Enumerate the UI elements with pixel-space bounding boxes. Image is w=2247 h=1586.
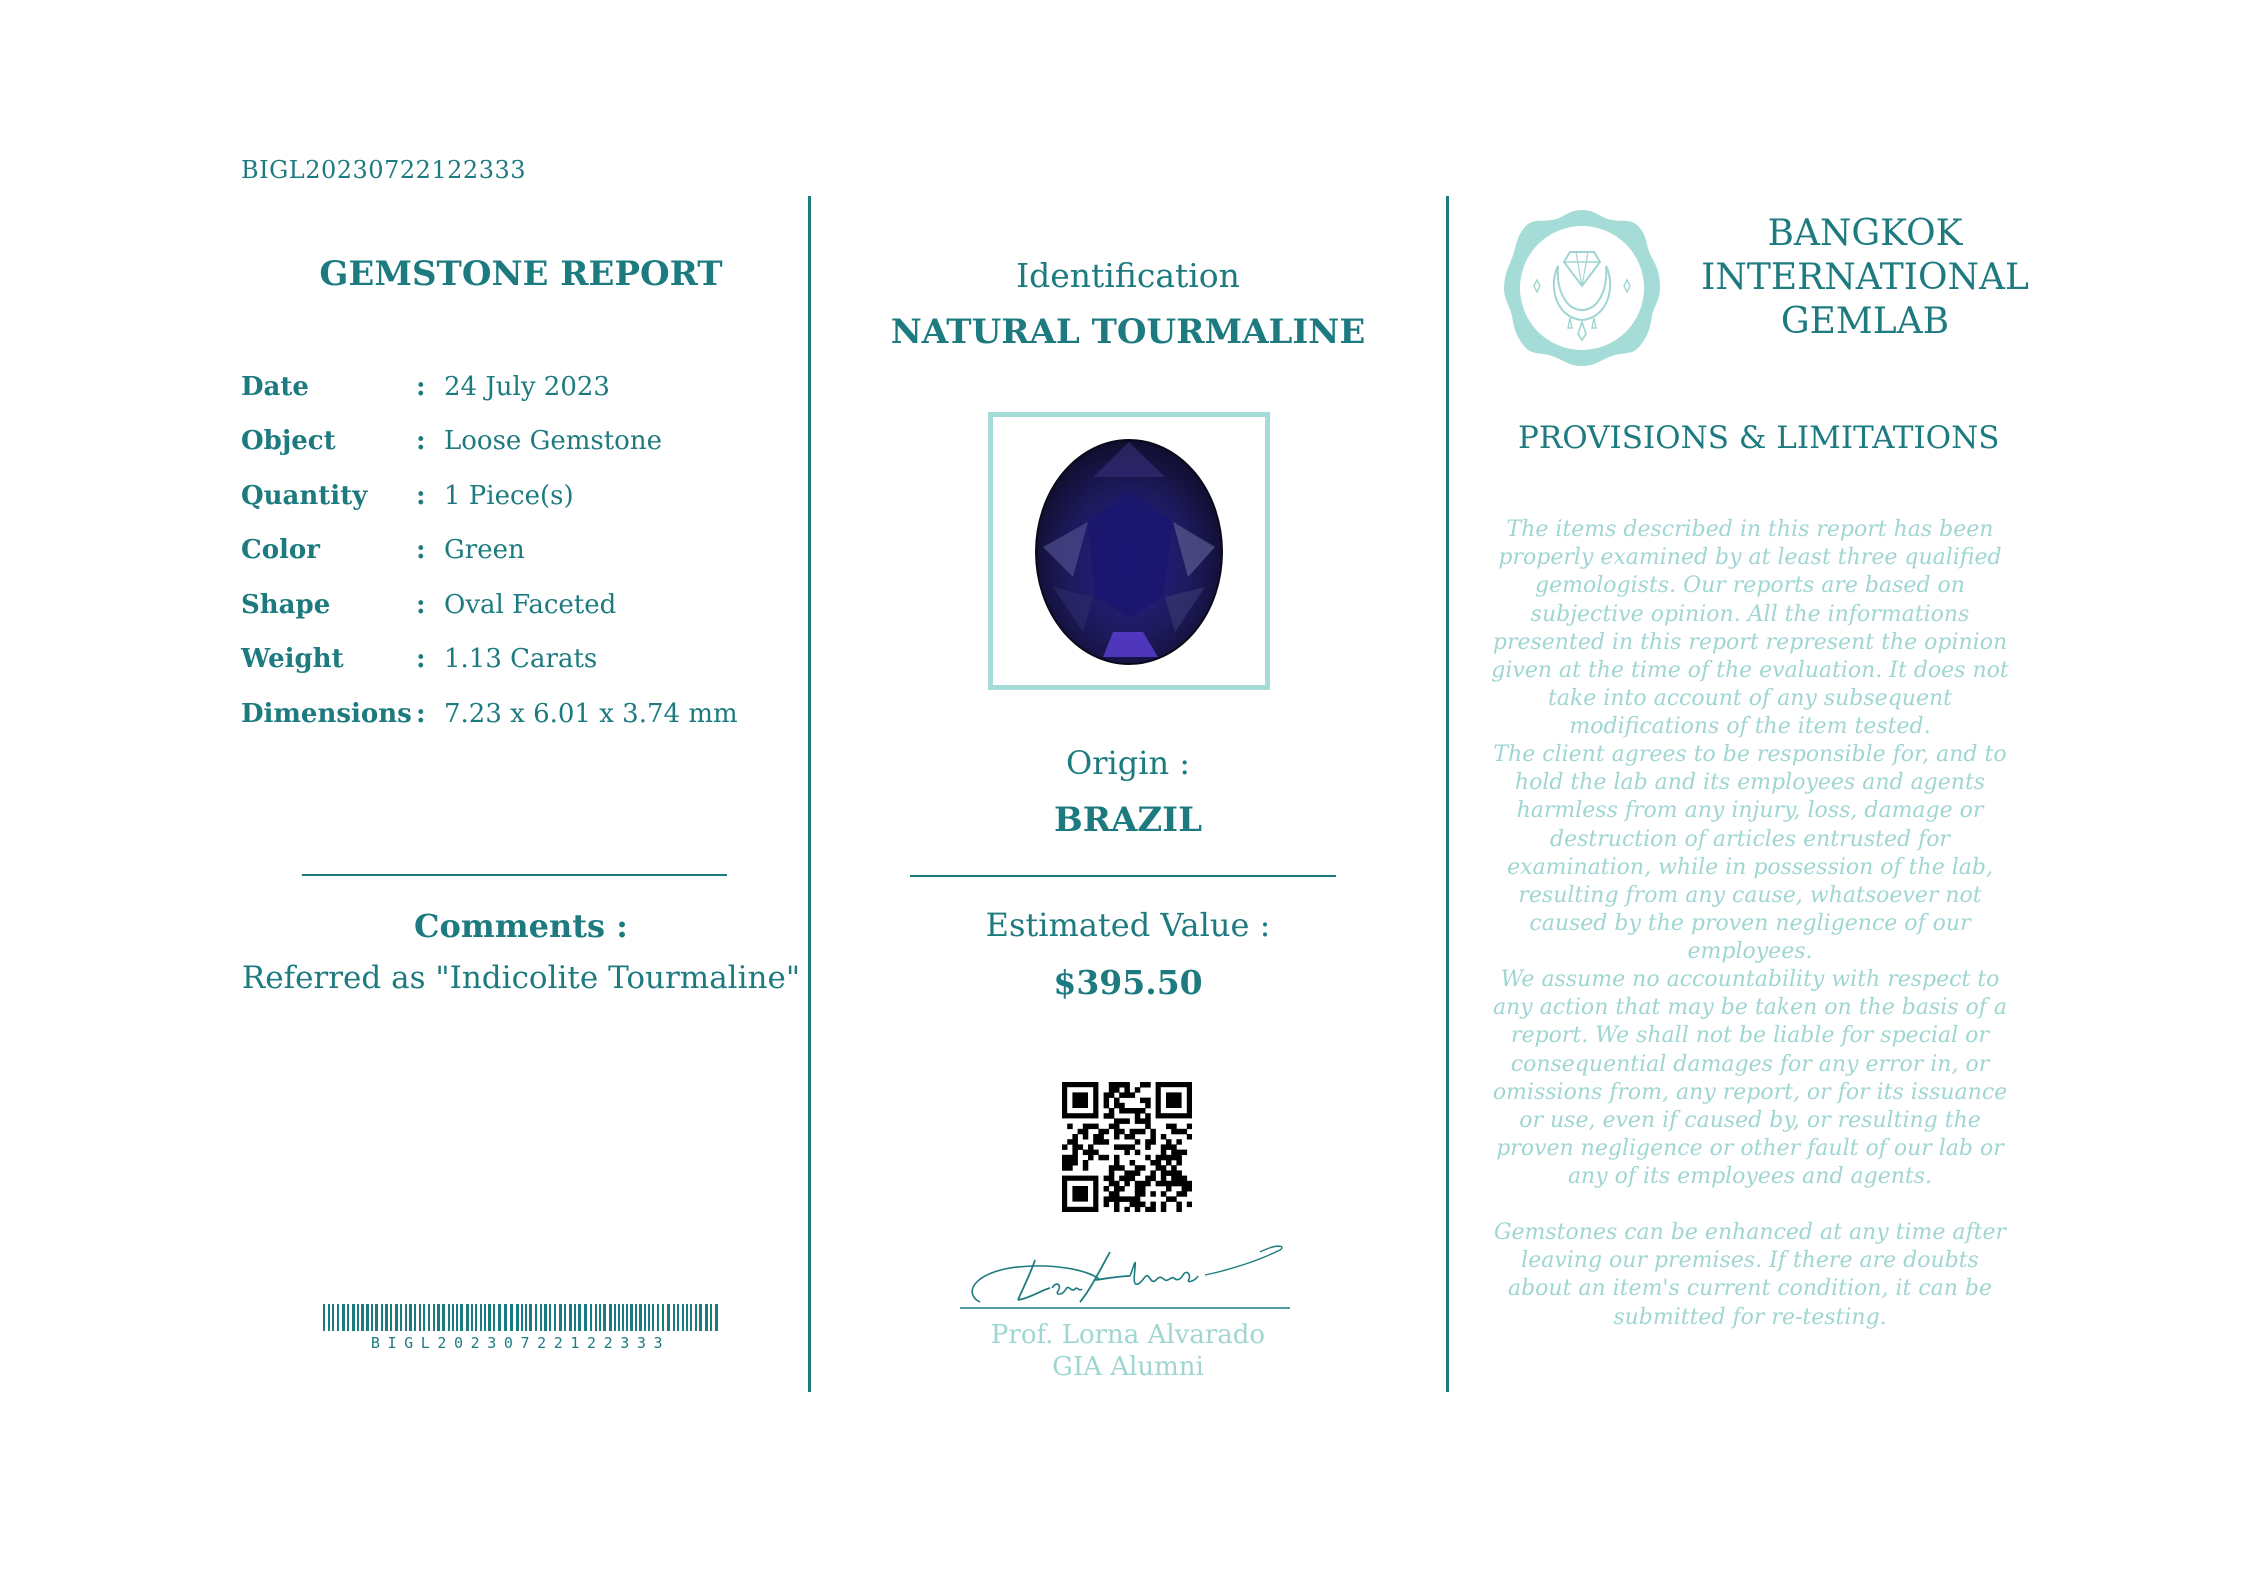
- column-divider-right: [1446, 196, 1449, 1392]
- report-title: GEMSTONE REPORT: [319, 254, 723, 294]
- signatory-name: Prof. Lorna Alvarado: [990, 1320, 1266, 1350]
- detail-label: Object: [241, 426, 336, 456]
- value-divider: [910, 875, 1336, 877]
- detail-row-date: [241, 367, 610, 407]
- detail-row-object: [241, 421, 662, 461]
- detail-separator: :: [416, 372, 426, 402]
- gem-photo-frame: [988, 412, 1270, 690]
- identification-label: Identification: [1016, 256, 1240, 295]
- lab-name-line: INTERNATIONAL: [1701, 257, 2029, 298]
- detail-value: Oval Faceted: [444, 590, 617, 620]
- detail-value: 1.13 Carats: [444, 644, 598, 674]
- diamond-crescent-seal-icon: [1500, 206, 1664, 370]
- comments-text: Referred as "Indicolite Tourmaline": [241, 960, 801, 996]
- detail-row-color: [241, 530, 525, 570]
- detail-label: Shape: [241, 590, 331, 620]
- detail-separator: :: [416, 426, 426, 456]
- gem-species: NATURAL TOURMALINE: [890, 312, 1366, 352]
- detail-separator: :: [416, 590, 426, 620]
- provisions-title: PROVISIONS & LIMITATIONS: [1518, 420, 2000, 456]
- provision-paragraph: The client agrees to be responsible for, and to hold the lab and its employees and agents harmless from any injury, loss, damage or destruction of articles entrusted for examination, while in possession of the lab, resulting from any cause, whatsoever not caused by the proven negligence of our employees.: [1493, 742, 2007, 965]
- detail-value: 7.23 x 6.01 x 3.74 mm: [444, 699, 738, 729]
- detail-label: Weight: [241, 644, 344, 674]
- detail-separator: :: [416, 644, 426, 674]
- oval-faceted-gem-image: [993, 417, 1265, 685]
- lab-name: [1700, 212, 2030, 344]
- origin-label: Origin :: [1065, 744, 1191, 782]
- detail-value: 1 Piece(s): [444, 481, 574, 511]
- detail-row-quantity: [241, 476, 574, 516]
- detail-value: 24 July 2023: [444, 372, 610, 402]
- comments-label: Comments :: [414, 907, 628, 945]
- signature-image: [960, 1240, 1290, 1310]
- detail-label: Dimensions: [241, 699, 412, 729]
- detail-row-shape: [241, 585, 616, 625]
- barcode-text: BIGL20230722122333: [370, 1334, 671, 1352]
- estimated-value-label: Estimated Value :: [985, 906, 1271, 944]
- report-reference-number: BIGL20230722122333: [241, 156, 526, 184]
- qr-code-icon: [1062, 1082, 1192, 1212]
- detail-label: Date: [241, 372, 309, 402]
- lab-name-line: BANGKOK: [1767, 213, 1963, 254]
- detail-row-weight: [241, 639, 597, 679]
- detail-row-dimensions: [241, 694, 738, 734]
- lab-name-line: GEMLAB: [1780, 301, 1950, 342]
- signatory-title: GIA Alumni: [1052, 1352, 1204, 1382]
- comments-divider: [302, 874, 727, 876]
- estimated-value-amount: $395.50: [1053, 963, 1203, 1002]
- detail-separator: :: [416, 699, 426, 729]
- detail-separator: :: [416, 535, 426, 565]
- provision-paragraph: The items described in this report has been properly examined by at least three qualified gemologists. Our reports are based on subjective opinion. All the informations presented in this report represent the opinion given at the time of the evaluation. It does not take into account of any subsequent modifications of the item tested.: [1491, 517, 2009, 740]
- provision-paragraph: We assume no accountability with respect to any action that may be taken on the basis of a report. We shall not be liable for special or consequential damages for any error in, or omissions from, any report, or for its issuance or use, even if caused by, or resulting the proven negligence or other fault of our lab or any of its employees and agents.: [1492, 967, 2008, 1190]
- detail-value: Loose Gemstone: [444, 426, 662, 456]
- provision-paragraph: Gemstones can be enhanced at any time after leaving our premises. If there are doubts about an item's current condition, it can be submitted for re-testing.: [1493, 1220, 2007, 1330]
- detail-label: Color: [241, 535, 320, 565]
- column-divider-left: [808, 196, 811, 1392]
- detail-value: Green: [444, 535, 525, 565]
- origin-value: BRAZIL: [1053, 800, 1202, 840]
- detail-label: Quantity: [241, 481, 368, 511]
- detail-separator: :: [416, 481, 426, 511]
